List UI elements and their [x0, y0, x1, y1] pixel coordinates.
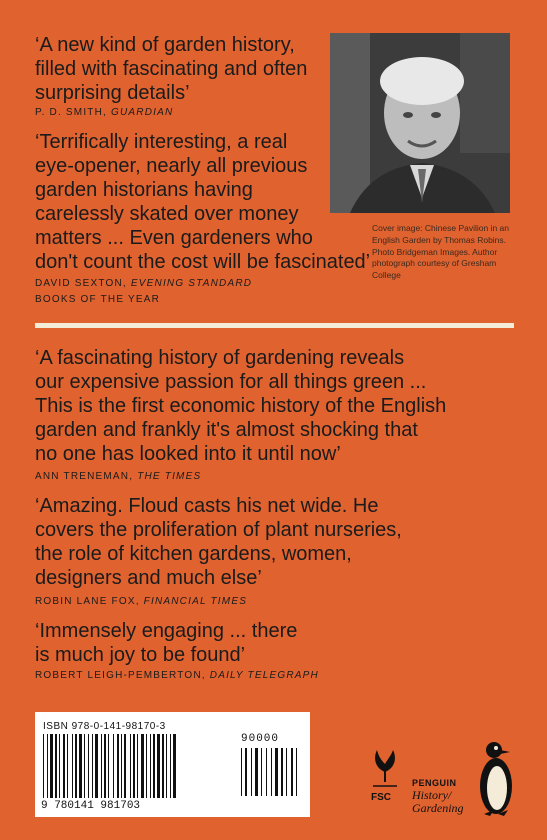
review-attribution-extra: BOOKS OF THE YEAR — [35, 294, 161, 305]
publisher-block — [412, 778, 464, 815]
fsc-logo — [367, 738, 403, 818]
review-quote: ‘Immensely engaging ... there is much joy to be found’ — [35, 620, 298, 666]
publication-name: THE TIMES — [137, 471, 202, 482]
publication-name: EVENING STANDARD — [130, 278, 253, 289]
review-attribution — [35, 107, 173, 118]
reviewer-name: ANN TRENEMAN, — [35, 471, 134, 482]
barcode-digits: 9 780141 981703 — [41, 800, 141, 812]
review-attribution — [35, 596, 247, 607]
barcode-bars — [43, 734, 233, 800]
barcode-addon-bars — [241, 748, 303, 810]
reviewer-name: ROBIN LANE FOX, — [35, 596, 140, 607]
cover-caption: Cover image: Chinese Pavilion in an English Garden by Thomas Robins. Photo Bridgeman Images. Author photograph courtesy of Gresham College — [372, 223, 510, 281]
divider — [35, 323, 514, 328]
series-line-2: Gardening — [412, 801, 464, 815]
publication-name: DAILY TELEGRAPH — [209, 670, 319, 681]
review-attribution — [35, 670, 319, 681]
author-photo — [330, 33, 510, 213]
isbn-label: ISBN 978-0-141-98170-3 — [43, 721, 166, 732]
series-line-1: History/ — [412, 788, 452, 802]
penguin-logo — [476, 738, 516, 818]
review-quote: ‘Amazing. Floud casts his net wide. He covers the proliferation of plant nurseries, the role of kitchen gardens, women, designers and much else’ — [35, 495, 402, 589]
publication-name: GUARDIAN — [111, 107, 174, 118]
fsc-label: FSC — [371, 792, 391, 803]
review-attribution — [35, 471, 201, 482]
publisher-brand: PENGUIN — [412, 778, 457, 788]
reviewer-name: DAVID SEXTON, — [35, 278, 127, 289]
review-quote: ‘A fascinating history of gardening reveals our expensive passion for all things green ... This is the first economic history of the English garden and frankly it's almost shocking that no one has looked into it until now’ — [35, 347, 447, 465]
review-quote: ‘A new kind of garden history, filled with fascinating and often surprising details’ — [35, 34, 308, 104]
reviewer-name: P. D. SMITH, — [35, 107, 108, 118]
barcode-box — [35, 712, 310, 817]
review-quote: ‘Terrifically interesting, a real eye-opener, nearly all previous garden historians having carelessly skated over money matters ... Even gardeners who don't count the cost will be fascinated’ — [35, 131, 371, 273]
publication-name: FINANCIAL TIMES — [143, 596, 248, 607]
review-attribution — [35, 278, 252, 289]
barcode-addon-digits: 90000 — [241, 733, 280, 745]
reviewer-name: ROBERT LEIGH-PEMBERTON, — [35, 670, 206, 681]
